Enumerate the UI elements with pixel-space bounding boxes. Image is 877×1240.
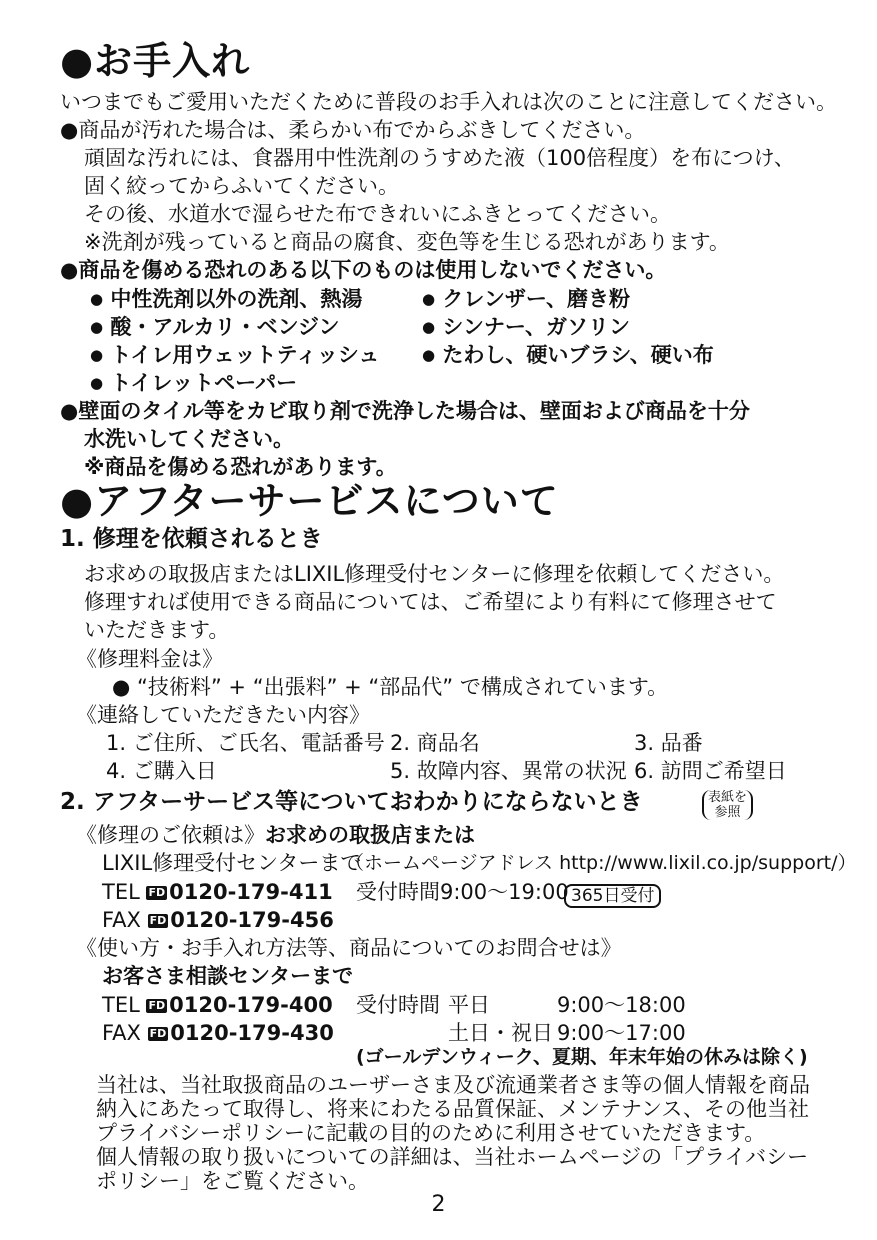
list-item: ● トイレットペーパー (90, 371, 298, 395)
freedial-icon: FD (149, 914, 167, 927)
care-title: ●お手入れ (60, 39, 251, 83)
page-number: 2 (431, 1192, 446, 1217)
service-title: ●アフターサービスについて (60, 479, 559, 523)
repair-heading: 《修理のご依頼は》お求めの取扱店または (76, 823, 475, 847)
privacy-line: 個人情報の取り扱いについての詳細は、当社ホームページの「プライバシー (96, 1145, 809, 1169)
weekend-label: 土日・祝日 (448, 1021, 553, 1045)
privacy-line: 当社は、当社取扱商品のユーザーさま及び流通業者さま等の個人情報を商品 (96, 1073, 810, 1097)
list-item: ● 酸・アルカリ・ベンジン (90, 315, 340, 339)
contact-item: 3. 品番 (634, 731, 703, 755)
weekday-label: 平日 (448, 993, 490, 1017)
repair-center: LIXIL修理受付センターまで (102, 851, 362, 875)
contact-item: 1. ご住所、ご氏名、電話番号 (106, 731, 385, 755)
care-p1-line2: 頑固な汚れには、食器用中性洗剤のうすめた液（100倍程度）を布につけ、 (84, 146, 795, 170)
service-s1-line3: いただきます。 (84, 618, 230, 642)
repair-hours: 受付時間9:00～19:00 (356, 880, 569, 904)
weekday-hours: 9:00～18:00 (557, 993, 686, 1017)
contact-item: 6. 訪問ご希望日 (634, 759, 787, 783)
care-p1-line4: その後、水道水で湿らせた布できれいにふきとってください。 (84, 202, 671, 226)
weekend-hours: 9:00～17:00 (557, 1021, 686, 1045)
care-intro: いつまでもご愛用いただくために普段のお手入れは次のことに注意してください。 (60, 90, 837, 114)
repair-fax: FAX FD 0120-179-456 (102, 908, 334, 932)
freedial-icon: FD (148, 886, 166, 899)
list-item: ● トイレ用ウェットティッシュ (90, 343, 380, 367)
list-item: ● クレンザー、磨き粉 (422, 287, 631, 311)
contact-item: 2. 商品名 (390, 731, 480, 755)
privacy-line: 納入にあたって取得し、将来にわたる品質保証、メンテナンス、その他当社 (96, 1097, 809, 1121)
cover-ref-note: 表紙を 参照 (702, 790, 753, 820)
service-s1-line2: 修理すれば使用できる商品については、ご希望により有料にて修理させて (84, 590, 777, 614)
contact-item: 5. 故障内容、異常の状況 (390, 759, 627, 783)
list-item: ● 中性洗剤以外の洗剤、熱湯 (90, 287, 363, 311)
care-p3-line1: ●壁面のタイル等をカビ取り剤で洗浄した場合は、壁面および商品を十分 (60, 399, 750, 423)
inquiry-heading: 《使い方・お手入れ方法等、商品についてのお問合せは》 (76, 936, 622, 960)
inquiry-fax: FAX FD 0120-179-430 (102, 1021, 334, 1045)
freedial-icon: FD (148, 999, 166, 1012)
privacy-line: ポリシー」をご覧ください。 (96, 1169, 369, 1193)
holiday-note: (ゴールデンウィーク、夏期、年末年始の休みは除く) (356, 1046, 808, 1068)
inquiry-tel: TEL FD 0120-179-400 (102, 993, 333, 1017)
list-item: ● たわし、硬いブラシ、硬い布 (422, 343, 714, 367)
service-s2-title: 2. アフターサービス等についておわかりにならないとき (60, 789, 643, 815)
fee-heading: 《修理料金は》 (76, 647, 223, 671)
care-p1-line1: ●商品が汚れた場合は、柔らかい布でからぶきしてください。 (60, 118, 646, 142)
contact-item: 4. ご購入日 (106, 759, 217, 783)
care-p3-line2: 水洗いしてください。 (84, 427, 294, 451)
badge-365: 365日受付 (564, 880, 661, 908)
repair-tel: TEL FD 0120-179-411 (102, 880, 333, 904)
care-p3-line3: ※商品を傷める恐れがあります。 (84, 455, 397, 479)
contact-heading: 《連絡していただきたい内容》 (76, 703, 370, 727)
inquiry-center: お客さま相談センターまで (102, 964, 354, 988)
care-p1-line5: ※洗剤が残っていると商品の腐食、変色等を生じる恐れがあります。 (84, 230, 730, 254)
freedial-icon: FD (149, 1027, 167, 1040)
fee-text: ● “技術料” + “出張料” + “部品代” で構成されています。 (112, 675, 669, 699)
list-item: ● シンナー、ガソリン (422, 315, 631, 339)
care-p1-line3: 固く絞ってからふいてください。 (84, 174, 399, 198)
service-s1-line1: お求めの取扱店またはLIXIL修理受付センターに修理を依頼してください。 (84, 562, 785, 586)
care-p2-head: ●商品を傷める恐れのある以下のものは使用しないでください。 (60, 258, 667, 282)
repair-url: （ホームページアドレス http://www.lixil.co.jp/support/） (345, 852, 857, 874)
service-s1-title: 1. 修理を依頼されるとき (60, 526, 323, 552)
privacy-line: プライバシーポリシーに記載の目的のために利用させていただきます。 (96, 1121, 766, 1145)
hours-label: 受付時間 (356, 993, 440, 1017)
